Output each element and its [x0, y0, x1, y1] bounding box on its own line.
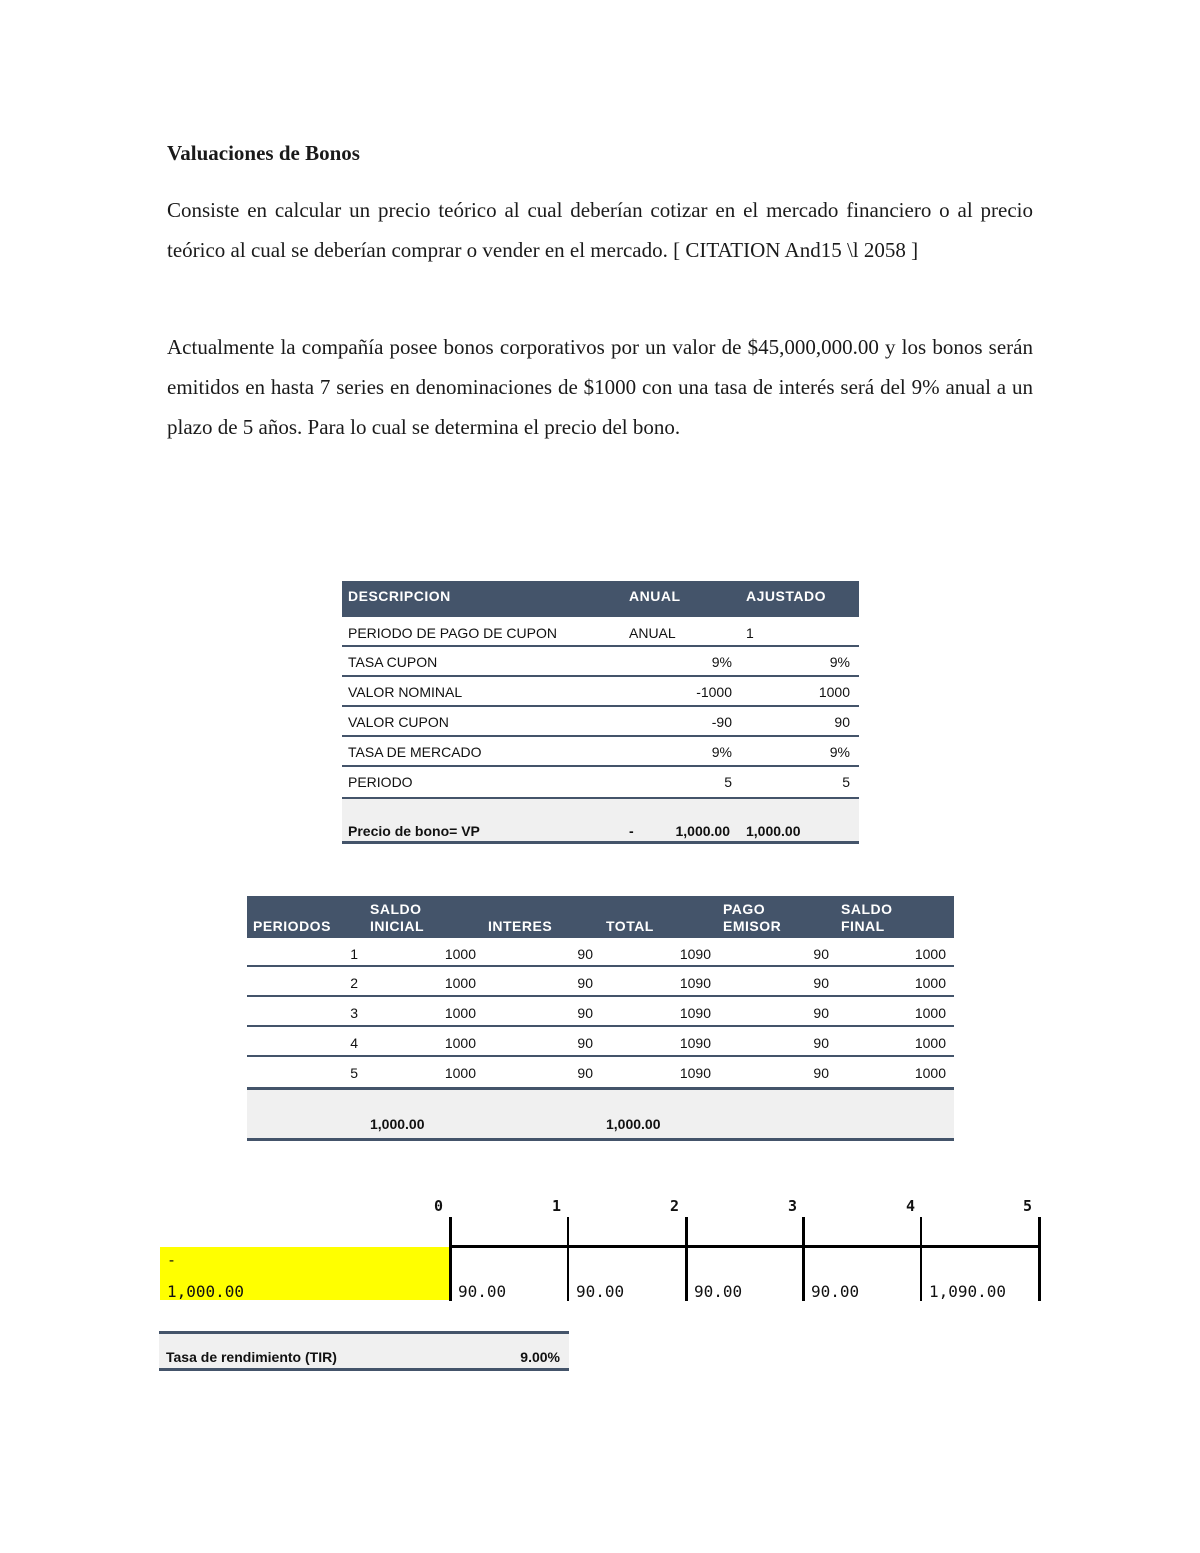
cell-interes: 90 — [577, 946, 593, 962]
row-descripcion: VALOR NOMINAL — [348, 684, 463, 700]
table-row — [247, 938, 954, 967]
table-row — [342, 737, 859, 767]
periods-table-header — [247, 896, 954, 938]
row-descripcion: TASA CUPON — [348, 654, 438, 670]
cell-saldo-final: 1000 — [914, 975, 946, 991]
cell-interes: 90 — [577, 1005, 593, 1021]
paragraph-definition: Consiste en calcular un precio teórico al cual deberían cotizar en el mercado financiero o al precio teórico al cual se deberían comprar o vender en el mercado. [ CITATION And15 \l 2058 ] — [167, 198, 1033, 262]
timeline-period-0: 0 — [433, 1197, 443, 1215]
periods-total-row — [247, 1087, 954, 1141]
cell-interes: 90 — [577, 1065, 593, 1081]
cell-total: 1090 — [679, 1065, 711, 1081]
header-pago-emisor-line1: PAGO — [723, 901, 766, 917]
paragraph-context: Actualmente la compañía posee bonos corporativos por un valor de $45,000,000.00 y los bonos serán emitidos en hasta 7 series en denominaciones de $1000 con una tasa de interés será del 9% anual a un plazo de 5 años. Para lo cual se determina el precio del bono. — [167, 335, 1033, 439]
cell-pago-emisor: 90 — [813, 975, 829, 991]
periods-table — [247, 896, 954, 1141]
row-anual: 5 — [724, 774, 732, 790]
document-title: Valuaciones de Bonos — [167, 141, 360, 165]
cell-total: 1090 — [679, 1005, 711, 1021]
cell-pago-emisor: 90 — [813, 1065, 829, 1081]
timeline-period-1: 1 — [551, 1197, 561, 1215]
table-row — [342, 677, 859, 707]
total-ajustado: 1,000.00 — [746, 823, 801, 839]
cash-flow-period-5: 1,090.00 — [929, 1282, 1007, 1301]
timeline-tick — [567, 1217, 569, 1301]
cell-pago-emisor: 90 — [813, 946, 829, 962]
cash-flow-period-4: 90.00 — [811, 1282, 860, 1301]
cell-saldo-inicial: 1000 — [444, 1035, 476, 1051]
timeline-tick — [802, 1217, 805, 1301]
initial-investment-sign: - — [167, 1251, 177, 1269]
bond-price-total-row — [342, 797, 859, 844]
timeline-period-2: 2 — [669, 1197, 679, 1215]
row-anual: 9% — [711, 744, 732, 760]
row-anual: -1000 — [696, 684, 732, 700]
header-saldo-final-line2: FINAL — [841, 918, 885, 934]
cell-saldo-inicial: 1000 — [444, 946, 476, 962]
tir-label: Tasa de rendimiento (TIR) — [166, 1349, 337, 1365]
cell-saldo-inicial: 1000 — [444, 1005, 476, 1021]
cell-periodo: 3 — [350, 1005, 358, 1021]
total-total: 1,000.00 — [606, 1116, 661, 1132]
cell-interes: 90 — [577, 1035, 593, 1051]
row-anual: 9% — [711, 654, 732, 670]
cash-flow-timeline — [0, 1195, 1200, 1305]
cell-periodo: 5 — [350, 1065, 358, 1081]
timeline-tick — [449, 1217, 452, 1301]
cell-pago-emisor: 90 — [813, 1035, 829, 1051]
table-row — [342, 707, 859, 737]
row-ajustado: 5 — [842, 774, 850, 790]
bond-table-header — [342, 581, 859, 617]
table-row — [247, 997, 954, 1027]
header-pago-emisor-line2: EMISOR — [723, 918, 782, 934]
cash-flow-period-3: 90.00 — [694, 1282, 743, 1301]
cell-total: 1090 — [679, 1035, 711, 1051]
table-row — [342, 647, 859, 677]
row-ajustado: 1000 — [818, 684, 850, 700]
timeline-tick — [920, 1217, 922, 1301]
row-ajustado: 1 — [746, 625, 754, 641]
row-ajustado: 9% — [829, 744, 850, 760]
total-anual: 1,000.00 — [675, 823, 730, 839]
cell-total: 1090 — [679, 975, 711, 991]
row-ajustado: 90 — [834, 714, 850, 730]
total-saldo-inicial: 1,000.00 — [370, 1116, 425, 1132]
tir-summary — [159, 1331, 569, 1371]
cell-periodo: 1 — [350, 946, 358, 962]
row-descripcion: PERIODO DE PAGO DE CUPON — [348, 625, 557, 641]
row-ajustado: 9% — [829, 654, 850, 670]
table-row — [342, 767, 859, 797]
initial-investment-value: 1,000.00 — [167, 1282, 245, 1301]
cell-saldo-inicial: 1000 — [444, 1065, 476, 1081]
cell-pago-emisor: 90 — [813, 1005, 829, 1021]
total-dash: - — [629, 823, 634, 839]
timeline-axis — [450, 1245, 1041, 1248]
cell-saldo-final: 1000 — [914, 946, 946, 962]
row-descripcion: VALOR CUPON — [348, 714, 449, 730]
cell-saldo-final: 1000 — [914, 1065, 946, 1081]
cell-periodo: 4 — [350, 1035, 358, 1051]
table-row — [247, 1027, 954, 1057]
header-interes: INTERES — [488, 918, 553, 934]
row-anual: -90 — [711, 714, 732, 730]
header-saldo-inicial-line2: INICIAL — [370, 918, 425, 934]
cell-saldo-final: 1000 — [914, 1035, 946, 1051]
timeline-period-3: 3 — [787, 1197, 797, 1215]
table-row — [247, 967, 954, 997]
header-ajustado: AJUSTADO — [746, 588, 826, 604]
bond-parameters-table — [342, 581, 859, 844]
total-label: Precio de bono= VP — [348, 823, 480, 839]
header-saldo-inicial-line1: SALDO — [370, 901, 422, 917]
table-row — [247, 1057, 954, 1087]
header-periodos: PERIODOS — [253, 918, 331, 934]
timeline-period-5: 5 — [1022, 1197, 1032, 1215]
timeline-period-4: 4 — [905, 1197, 915, 1215]
header-total: TOTAL — [606, 918, 654, 934]
cash-flow-period-2: 90.00 — [576, 1282, 625, 1301]
row-descripcion: PERIODO — [348, 774, 413, 790]
cell-periodo: 2 — [350, 975, 358, 991]
header-saldo-final-line1: SALDO — [841, 901, 893, 917]
timeline-tick — [1038, 1217, 1041, 1301]
tir-value: 9.00% — [520, 1349, 560, 1365]
row-descripcion: TASA DE MERCADO — [348, 744, 482, 760]
cash-flow-period-1: 90.00 — [458, 1282, 507, 1301]
timeline-tick — [685, 1217, 688, 1301]
cell-interes: 90 — [577, 975, 593, 991]
row-anual: ANUAL — [629, 625, 676, 641]
table-row — [342, 617, 859, 647]
header-anual: ANUAL — [629, 588, 681, 604]
cell-saldo-final: 1000 — [914, 1005, 946, 1021]
cell-total: 1090 — [679, 946, 711, 962]
cell-saldo-inicial: 1000 — [444, 975, 476, 991]
header-descripcion: DESCRIPCION — [348, 588, 451, 604]
